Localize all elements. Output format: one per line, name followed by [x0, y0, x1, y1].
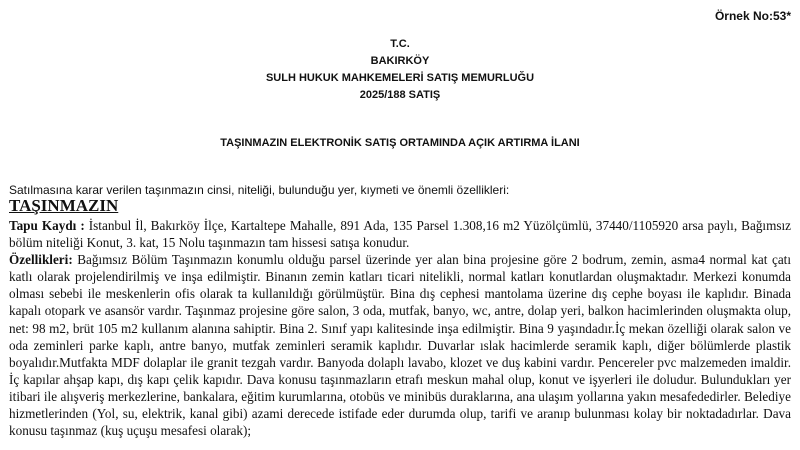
heading-office: SULH HUKUK MAHKEMELERİ SATIŞ MEMURLUĞU [265, 72, 535, 84]
ozellikler-paragraph [9, 251, 791, 439]
form-number: Örnek No:53* [714, 9, 791, 23]
ozellikler-text: Bağımsız Bölüm Taşınmazın konumlu olduğu parsel üzerinde yer alan bina projesine göre 2 bodrum, zemin, asma4 normal kat çatı katlı olarak projelendirilmiş ve inşa edilmiştir. Binanın zemin katları ticari nitelikli, normal katları konutlardan oluşmaktadır. Merkezi konumda olması sebebi ile meskenlerin ofis olarak ta kullanıldığı görülmüştür. Bina dış cephesi mantolama üzerine dış cephe boyası ile kaplıdır. Binada kapalı otopark ve asansör vardır. Taşınmaz projesine göre salon, 3 oda, mutfak, banyo, wc, antre, dolap yeri, balkon hacimlerinden oluşmakta olup, net: 98 m2, brüt 105 m2 kullanım alanına sahiptir. Bina 2. Sınıf yapı kalitesinde inşa edilmiştir. Bina 9 yaşındadır.İç mekan özelliği olarak salon ve oda zeminleri parke kaplı, antre banyo, mutfak zeminleri seramik kaplıdır. Duvarlar ıslak hacimlerde seramik kaplı, diğer bölümlerde plastik boyalıdır.Mutfakta MDF dolaplar ile granit tezgah vardır. Banyoda dolaplı lavabo, klozet ve duş kabini vardır. Pencereler pvc malzemeden imaldir. İç kapılar ahşap kapı, dış kapı çelik kapıdır. Dava konusu taşınmazların etrafı meskun mahal olup, konut ve işyerleri ile doludur. Bulundukları yer itibari ile alışveriş merkezlerine, bankalara, eğitim kurumlarına, otobüs ve minibüs duraklarına, ana ulaşım yollarına yakın mesafededirler. Belediye hizmetlerinden (Yol, su, elektrik, kanal gibi) azami derecede istifade eder durumda olup, tarifi ve aranıp bulunması kolay bir noktadadırlar. Dava konusu taşınmaz (kuş uçuşu mesafesi olarak); [9, 252, 791, 439]
announcement-title: TAŞINMAZIN ELEKTRONİK SATIŞ ORTAMINDA AÇIK ARTIRMA İLANI [220, 137, 580, 149]
heading-state: T.C. [390, 38, 410, 50]
tapu-text: İstanbul İl, Bakırköy İlçe, Kartaltepe Mahalle, 891 Ada, 135 Parsel 1.308,16 m2 Yüzölçümlü, 37440/1105920 arsa paylı, Bağımsız bölüm niteliği Konut, 3. kat, 15 Nolu taşınmazın tam hissesi satışa konudur. [9, 218, 791, 251]
heading-file-number: 2025/188 SATIŞ [359, 89, 441, 101]
tapu-paragraph [9, 217, 791, 251]
intro-text: Satılmasına karar verilen taşınmazın cinsi, niteliği, bulunduğu yer, kıymeti ve önemli özellikleri: [9, 183, 510, 197]
document-heading [0, 36, 800, 104]
tapu-label: Tapu Kaydı : [9, 218, 85, 233]
section-title: TAŞINMAZIN [9, 196, 119, 215]
heading-district: BAKIRKÖY [370, 55, 430, 67]
ozellikler-label: Özellikleri: [9, 252, 73, 268]
property-details [9, 217, 791, 439]
